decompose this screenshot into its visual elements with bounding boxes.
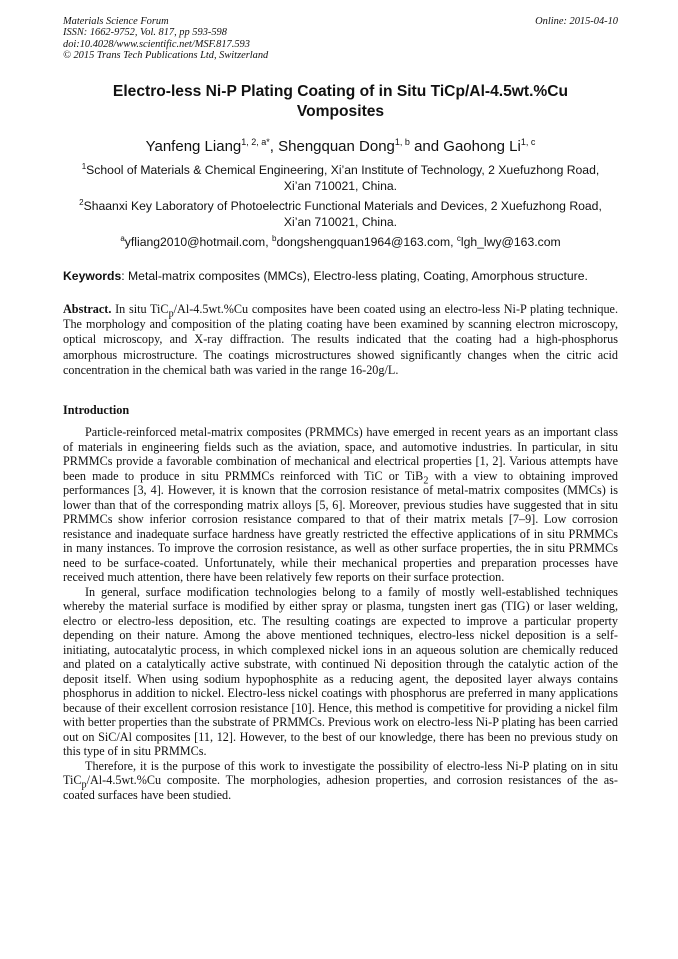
abstract: Abstract. In situ TiC$_p$/Al-4.5wt.%Cu composites have been coated using an electro-less Ni-P plating technique. The morphology and composition of the plating coating have been examined by scanning electron microscopy, optical microscopy, and X-ray diffraction. The results indicated that the coating had a high-phosphorus amorphous microstructure. The coatings microstructures showed significantly changes when the citric acid concentration in the chemical bath was varied in the range 16-20g/L.	[63, 302, 618, 377]
paragraph: Particle-reinforced metal-matrix composites (PRMMCs) have emerged in recent years as an important class of materials in engineering fields such as the aviation, space, and automotive industries. In particular, in situ PRMMCs provide a favorable combination of mechanical and electrical properties [1, 2]. Various attempts have been made to produce in situ PRMMCs reinforced with TiC or TiB$_2$ with a view to obtaining improved performances [3, 4]. However, it is known that the corrosion resistance of metal-matrix composites (MMCs) is lower than that of the corresponding matrix alloys [5, 6]. Moreover, previous studies have suggested that in situ PRMMCs show inferior corrosion resistance compared to that of their matrix metals [7–9]. Low corrosion resistance and inadequate surface hardness have greatly restricted the effective applications of in situ PRMMCs in many instances. To improve the corrosion resistance, as well as other surface properties, the in situ PRMMCs need to be surface-coated. Unfortunately, while their mechanical properties and preparation processes have received much attention, there have been relatively few reports on their surface protection.	[63, 425, 618, 584]
journal-name: Materials Science Forum	[63, 16, 169, 27]
affiliation-sup: 1	[81, 161, 87, 171]
journal-header	[63, 16, 618, 62]
abstract-label: Abstract.	[63, 302, 112, 316]
affiliation-1	[63, 162, 618, 194]
section-heading-introduction: Introduction	[63, 403, 130, 417]
doi-line: doi:10.4028/www.scientific.net/MSF.817.593	[63, 38, 250, 50]
affiliation-2	[63, 198, 618, 230]
issn-line: ISSN: 1662-9752, Vol. 817, pp 593-598	[63, 27, 227, 39]
paragraph: In general, surface modification technologies belong to a family of mostly well-established techniques whereby the material surface is modified by either spray or plasma, tungsten inert gas (TIG) or laser welding, electro or electro-less deposition, etc. The resulting coatings are expected to improve a particular property depending on their nature. Among the above mentioned techniques, electro-less nickel deposition is a self-initiating, autocatalytic process, in which complexed nickel ions in an aqueous solution are chemically reduced and plated on a catalytically active substrate, with continued Ni deposition through the catalytic action of the deposit itself. When using sodium hypophosphite as a reducing agent, the deposited layer always contains phosphorus in addition to nickel. Electro-less nickel coatings with phosphorus are preferred in many applications because of their excellent corrosion resistance [10]. Hence, this method is competitive for providing a nickel film with better properties than the substrate of PRMMCs. Previous work on electro-less Ni-P plating has been carried out on SiC/Al composites [11, 12]. However, to the best of our knowledge, there has been no previous study on this type of in situ PRMMCs.	[63, 584, 618, 758]
email: dongshengquan1964@163.com,	[276, 235, 457, 249]
affiliation-line: Xi’an 710021, China.	[283, 215, 398, 229]
author-sup: 1, 2, a*	[241, 137, 270, 147]
author-sup: 1, c	[520, 137, 536, 147]
affiliation-line: School of Materials & Chemical Engineering, Xi’an Institute of Technology, 2 Xuefuzhong Road,	[86, 163, 600, 177]
email: yfliang2010@hotmail.com,	[124, 235, 272, 249]
author-list: Yanfeng Liang$^{1, 2, a*}$, Shengquan Dong$^{1, b}$ and Gaohong Li$^{1, c}$	[145, 137, 536, 155]
title-line-2: Vomposites	[296, 103, 385, 120]
keywords	[63, 268, 618, 284]
keywords-label: Keywords	[63, 269, 122, 283]
author-name: Yanfeng Liang	[145, 138, 242, 155]
copyright-line: © 2015 Trans Tech Publications Ltd, Switzerland	[63, 50, 269, 62]
affiliation-sup: 2	[79, 197, 84, 207]
online-date: Online: 2015-04-10	[535, 16, 618, 27]
affiliation-line: Shaanxi Key Laboratory of Photoelectric Functional Materials and Devices, 2 Xuefuzhong Road,	[83, 199, 602, 213]
affiliation-line: Xi’an 710021, China.	[283, 179, 398, 193]
author-sup: 1, b	[394, 137, 410, 147]
title-line-1: Electro-less Ni-P Plating Coating of in Situ TiCp/Al-4.5wt.%Cu	[112, 83, 569, 100]
author-name: Gaohong Li	[443, 138, 521, 155]
paper-title	[63, 82, 618, 122]
introduction-body	[63, 425, 618, 802]
email-line: $^a$yfliang2010@hotmail.com, $^b$dongshengquan1964@163.com, $^c$lgh_lwy@163.com	[120, 233, 561, 249]
email: lgh_lwy@163.com	[460, 235, 561, 249]
paragraph: Therefore, it is the purpose of this work to investigate the possibility of electro-less Ni-P plating on in situ TiC$_p$/Al-4.5wt.%Cu composite. The morphologies, adhesion properties, and corrosion resistances of the as-coated surfaces have been studied.	[63, 758, 618, 802]
keywords-text: : Metal-matrix composites (MMCs), Electro-less plating, Coating, Amorphous structure.	[121, 269, 588, 283]
author-name: Shengquan Dong	[278, 138, 395, 155]
